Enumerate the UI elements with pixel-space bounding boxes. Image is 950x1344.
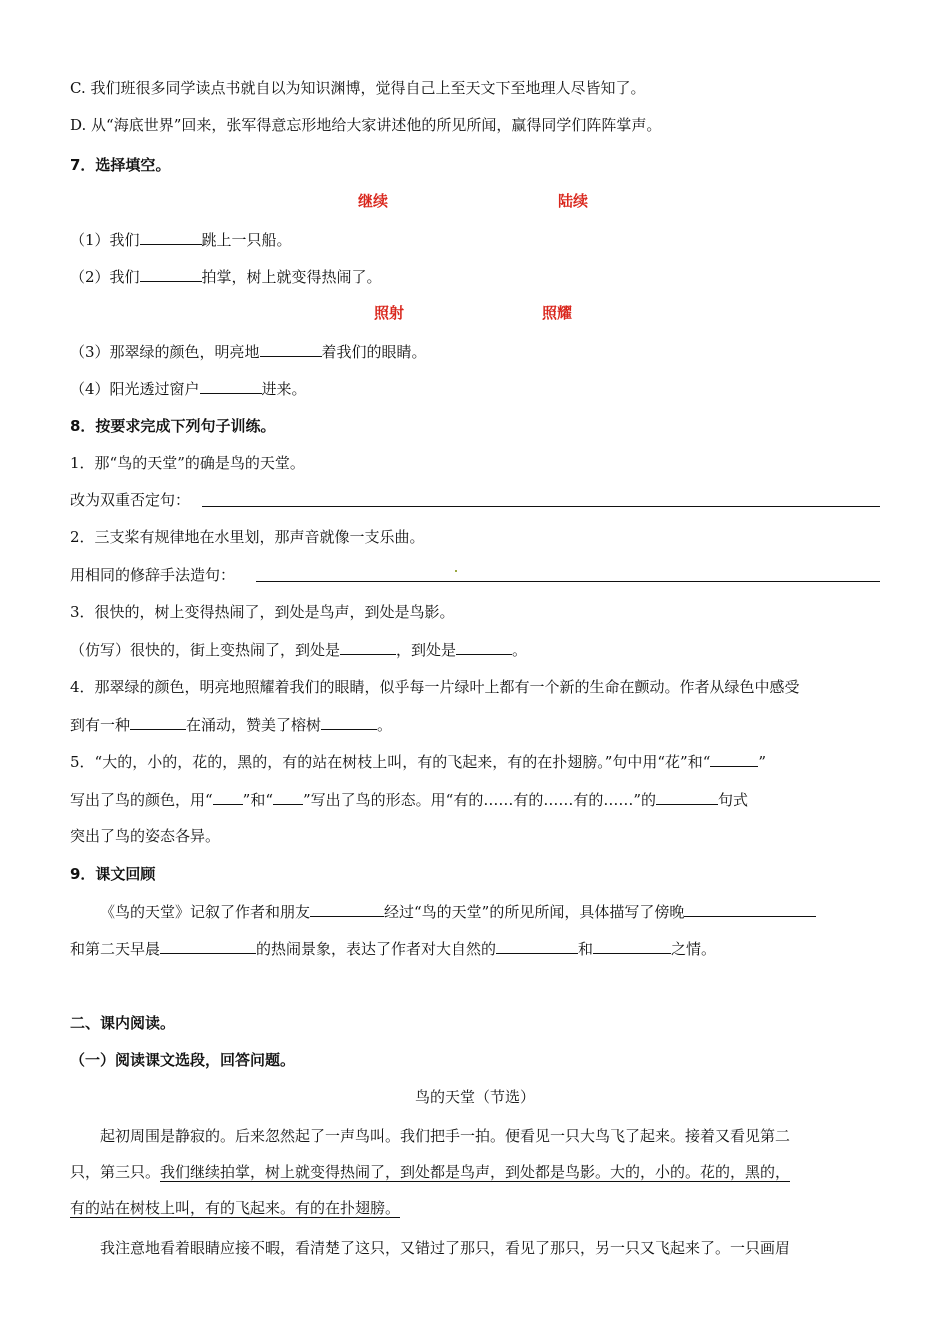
q8-i4-blank-1[interactable]: [130, 714, 186, 730]
q7-sentence-3: [70, 341, 427, 362]
q8-i5-blank-2[interactable]: [213, 789, 243, 805]
passage-title: 鸟的天堂（节选）: [414, 1088, 535, 1106]
q8-i4-blank-2[interactable]: [321, 714, 377, 730]
q8-item-4-line1: 4．那翠绿的颜色，明亮地照耀着我们的眼睛，似乎每一片绿叶上都有一个新的生命在颤动。作者从绿色中感受: [70, 678, 800, 696]
q8-item-2: 2．三支桨有规律地在水里划，那声音就像一支乐曲。: [70, 528, 425, 546]
q9-part-d: 的热闹景象，表达了作者对大自然的: [256, 940, 497, 958]
q8-heading: 8．按要求完成下列句子训练。: [70, 417, 276, 435]
q9-part-a: 《鸟的天堂》记叙了作者和朋友: [100, 903, 311, 921]
q7-s3-blank[interactable]: [260, 341, 322, 357]
q9-blank-1[interactable]: [310, 901, 384, 917]
part2-subheading: （一）阅读课文选段，回答问题。: [70, 1051, 296, 1069]
q8-i5-line1-end: ”: [758, 753, 767, 771]
passage-p1-line2: [70, 1162, 790, 1182]
q7-sentence-4: [70, 378, 307, 399]
q7-s3-prefix: （3）那翠绿的颜色，明亮地: [70, 343, 260, 361]
q9-part-b: 经过“鸟的天堂”的所见所闻，具体描写了傍晚: [384, 903, 685, 921]
q8-i3-blank-1[interactable]: [340, 639, 396, 655]
passage-p1-line1: 起初周围是静寂的。后来忽然起了一声鸟叫。我们把手一拍。便看见一只大鸟飞了起来。接着又看见第二: [100, 1127, 791, 1145]
q8-i3-part-a: （仿写）很快的，街上变热闹了，到处是: [70, 641, 341, 659]
q8-i3-blank-2[interactable]: [456, 639, 512, 655]
q8-i4-part-b: 在涌动，赞美了榕树: [186, 716, 322, 734]
q8-i3-part-c: 。: [512, 641, 528, 659]
q8-item-1-task: 改为双重否定句：: [70, 491, 191, 509]
q8-i4-part-c: 。: [377, 716, 393, 734]
q7-word-zhaoyao: 照耀: [542, 304, 573, 322]
q8-i5-part-d: 句式: [718, 791, 749, 809]
q7-sentence-2: [70, 266, 382, 287]
q7-word-zhaoshe: 照射: [374, 304, 405, 322]
q8-item-1: 1．那“鸟的天堂”的确是鸟的天堂。: [70, 454, 305, 472]
q7-word-jixu: 继续: [358, 192, 389, 210]
q9-line-1: [100, 901, 816, 922]
part2-heading: 二、课内阅读。: [70, 1014, 176, 1032]
q9-heading: 9．课文回顾: [70, 865, 156, 883]
q7-s3-suffix: 着我们的眼睛。: [321, 343, 427, 361]
q8-i3-part-b: ，到处是: [396, 641, 457, 659]
q8-i4-part-a: 到有一种: [70, 716, 131, 734]
q7-heading: 7．选择填空。: [70, 156, 171, 174]
q8-item-4-line2: [70, 714, 392, 735]
q8-i5-blank-1[interactable]: [710, 751, 758, 767]
q8-item-1-answer-line[interactable]: [202, 506, 880, 507]
stray-dot: [455, 570, 457, 572]
q8-i5-part-c: ”写出了鸟的形态。用“有的……有的……有的……”的: [303, 791, 657, 809]
q7-s4-blank[interactable]: [200, 378, 262, 394]
q8-i5-part-a: 写出了鸟的颜色，用“: [70, 791, 213, 809]
q9-line-2: [70, 938, 716, 959]
q6-option-c: C. 我们班很多同学读点书就自以为知识渊博，觉得自己上至天文下至地理人尽皆知了。: [70, 79, 646, 97]
q8-item-3: 3．很快的，树上变得热闹了，到处是鸟声，到处是鸟影。: [70, 603, 455, 621]
q7-s1-prefix: （1）我们: [70, 231, 140, 249]
q8-i5-part-b: ”和“: [242, 791, 274, 809]
q7-s1-suffix: 跳上一只船。: [201, 231, 292, 249]
passage-p1-line3-underlined: 有的站在树枝上叫，有的飞起来。有的在扑翅膀。: [70, 1199, 401, 1217]
q9-blank-5[interactable]: [593, 938, 671, 954]
q8-item-5-line3: 突出了鸟的姿态各异。: [70, 827, 221, 845]
q7-s2-blank[interactable]: [140, 266, 202, 282]
q9-blank-4[interactable]: [496, 938, 578, 954]
q8-item-2-task: 用相同的修辞手法造句：: [70, 566, 236, 584]
q8-i5-blank-4[interactable]: [656, 789, 718, 805]
q8-item-5-line2: [70, 789, 748, 810]
passage-p1-line3: [70, 1198, 400, 1218]
passage-p1-line2-underlined: 我们继续拍掌，树上就变得热闹了，到处都是鸟声，到处都是鸟影。大的，小的。花的，黑的，: [160, 1163, 791, 1181]
q9-part-f: 之情。: [671, 940, 717, 958]
q8-item-3-imitation: [70, 639, 527, 660]
q7-s2-suffix: 拍掌，树上就变得热闹了。: [201, 268, 382, 286]
q8-item-2-answer-line[interactable]: [256, 581, 880, 582]
q9-blank-2[interactable]: [684, 901, 816, 917]
q7-s1-blank[interactable]: [140, 229, 202, 245]
q9-blank-3[interactable]: [160, 938, 256, 954]
q9-part-c: 和第二天早晨: [70, 940, 161, 958]
q8-i5-blank-3[interactable]: [273, 789, 303, 805]
q7-s4-prefix: （4）阳光透过窗户: [70, 380, 200, 398]
q8-i5-line1-text: 5．“大的，小的，花的，黑的，有的站在树枝上叫，有的飞起来，有的在扑翅膀。”句中用“花”和“: [70, 753, 711, 771]
q7-s2-prefix: （2）我们: [70, 268, 140, 286]
passage-p1-line2-plain: 只，第三只。: [70, 1163, 161, 1181]
q8-item-5-line1: [70, 751, 766, 772]
q7-s4-suffix: 进来。: [261, 380, 307, 398]
q7-sentence-1: [70, 229, 292, 250]
q6-option-d: D. 从“海底世界”回来，张军得意忘形地给大家讲述他的所见所闻，赢得同学们阵阵掌声。: [70, 116, 662, 134]
passage-p2-line1: 我注意地看着眼睛应接不暇，看清楚了这只，又错过了那只，看见了那只，另一只又飞起来了。一只画眉: [100, 1239, 791, 1257]
q7-word-luxu: 陆续: [558, 192, 589, 210]
q9-part-e: 和: [578, 940, 594, 958]
